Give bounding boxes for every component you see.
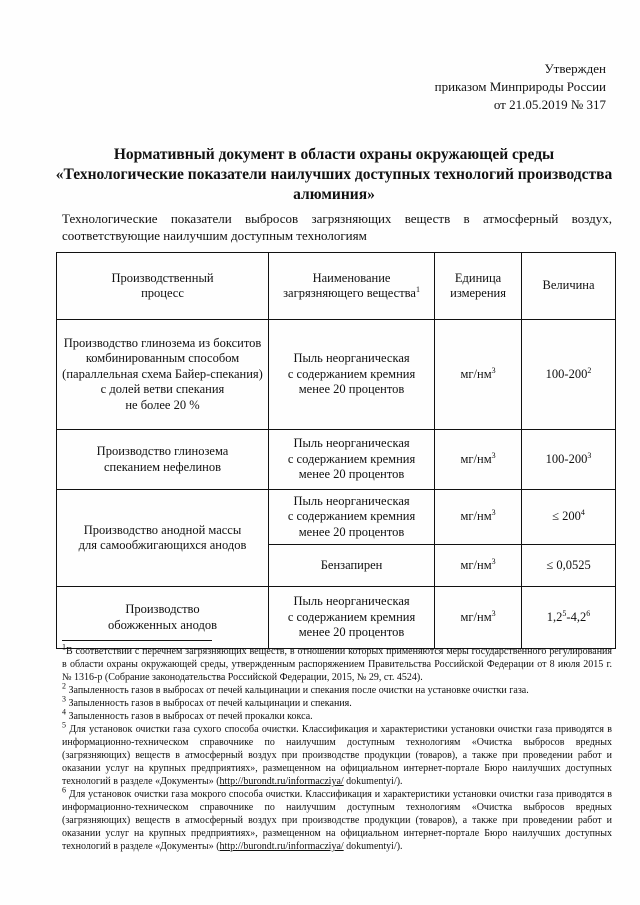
value-cell: $1,2^5-4,2^6$ [522, 587, 616, 649]
unit-cell: $мг/нм^3$ [435, 545, 522, 587]
footnote: $^4$ Запыленность газов в выбросах от печей прокалки кокса. [62, 707, 313, 722]
table-row [57, 320, 616, 430]
table-row [57, 490, 616, 545]
value-cell: $100-200^3$ [522, 430, 616, 490]
intro-text: Технологические показатели выбросов загрязняющих веществ в атмосферный воздух, соответствующие наилучшим доступным технологиям [62, 211, 612, 243]
substance-cell: Пыль неорганическая с содержанием кремния менее 20 процентов [268, 430, 434, 490]
footnote-link[interactable]: http://burondt.ru/informacziya/ [219, 841, 344, 852]
document-title [54, 145, 614, 205]
approval-order: приказом Минприроды России [434, 79, 606, 94]
indicators-table [56, 252, 616, 649]
table-header-row [57, 253, 616, 320]
footnote: $^2$ Запыленность газов в выбросах от печей кальцинации и спекания после очистки на установке очистки газа. [62, 681, 529, 696]
substance-cell: Пыль неорганическая с содержанием кремния менее 20 процентов [268, 490, 434, 545]
table-row [57, 430, 616, 490]
header-unit: Единица измерения [435, 253, 522, 320]
footnote: $^6$ Для установок очистки газа мокрого способа очистки. Классификация и характеристики установки очистки газа приводятся в информационно-техническом справочнике по наилучшим доступным технологиям «Очистка выбросов вредных (загрязняющих) веществ в атмосферный воздух при производстве продукции (товаров), а также при проведении работ и оказании услуг на крупных предприятиях», размещенном на официальном интернет-портале Бюро наилучших доступных технологий в разделе «Документы» (http://burondt.ru/informacziya/ dokumentyi/). [62, 785, 613, 852]
header-substance: Наименование загрязняющего вещества$^1$ [268, 253, 434, 320]
substance-cell: Пыль неорганическая с содержанием кремния менее 20 процентов [268, 587, 434, 649]
process-cell: Производство глинозема спеканием нефелинов [57, 430, 269, 490]
substance-cell: Пыль неорганическая с содержанием кремния менее 20 процентов [268, 320, 434, 430]
process-cell: Производство глинозема из бокситов комбинированным способом (параллельная схема Байер-спекания) с долей ветви спекания не более 20 % [57, 320, 269, 430]
unit-cell: $мг/нм^3$ [435, 430, 522, 490]
unit-cell: $мг/нм^3$ [435, 490, 522, 545]
value-cell: ≤ 0,0525 [522, 545, 616, 587]
footnotes [62, 642, 613, 853]
unit-cell: $мг/нм^3$ [435, 320, 522, 430]
unit-cell: $мг/нм^3$ [435, 587, 522, 649]
process-cell: Производство анодной массы для самообжигающихся анодов [57, 490, 269, 587]
approval-line: Утвержден [544, 61, 606, 76]
value-cell: $100-200^2$ [522, 320, 616, 430]
title-line: алюминия» [293, 186, 375, 203]
approval-block [435, 60, 606, 114]
title-line: «Технологические показатели наилучших доступных технологий производства [55, 166, 613, 183]
value-cell: ≤ $200^4$ [522, 490, 616, 545]
footnote-link[interactable]: http://burondt.ru/informacziya/ [219, 776, 344, 787]
header-process: Производственный процесс [57, 253, 269, 320]
process-cell: Производство обожженных анодов [57, 587, 269, 649]
footnote: $^1$В соответствии с перечнем загрязняющих веществ, в отношении которых применяются меры государственного регулирования в области охраны окружающей среды, утвержденным распоряжением Правительства Российской Федерации от 8 июля 2015 г. № 1316-р (Собрание законодательства Российской Федерации, 2015, № 29, ст. 4524). [62, 642, 612, 683]
header-value: Величина [522, 253, 616, 320]
footnote-divider [62, 640, 212, 641]
substance-cell: Бензапирен [268, 545, 434, 587]
footnote: $^5$ Для установок очистки газа сухого способа очистки. Классификация и характеристики установки очистки газа приводятся в информационно-техническом справочнике по наилучшим доступным технологиям «Очистка выбросов вредных (загрязняющих) веществ в атмосферный воздух при производстве продукции (товаров), а также при проведении работ и оказании услуг на крупных предприятиях», размещенном на официальном интернет-портале Бюро наилучших доступных технологий в разделе «Документы» (http://burondt.ru/informacziya/ dokumentyi/). [62, 720, 613, 787]
approval-date: от 21.05.2019 № 317 [493, 97, 606, 112]
title-line: Нормативный документ в области охраны окружающей среды [113, 146, 555, 163]
footnote: $^3$ Запыленность газов в выбросах от печей кальцинации и спекания. [62, 694, 352, 709]
